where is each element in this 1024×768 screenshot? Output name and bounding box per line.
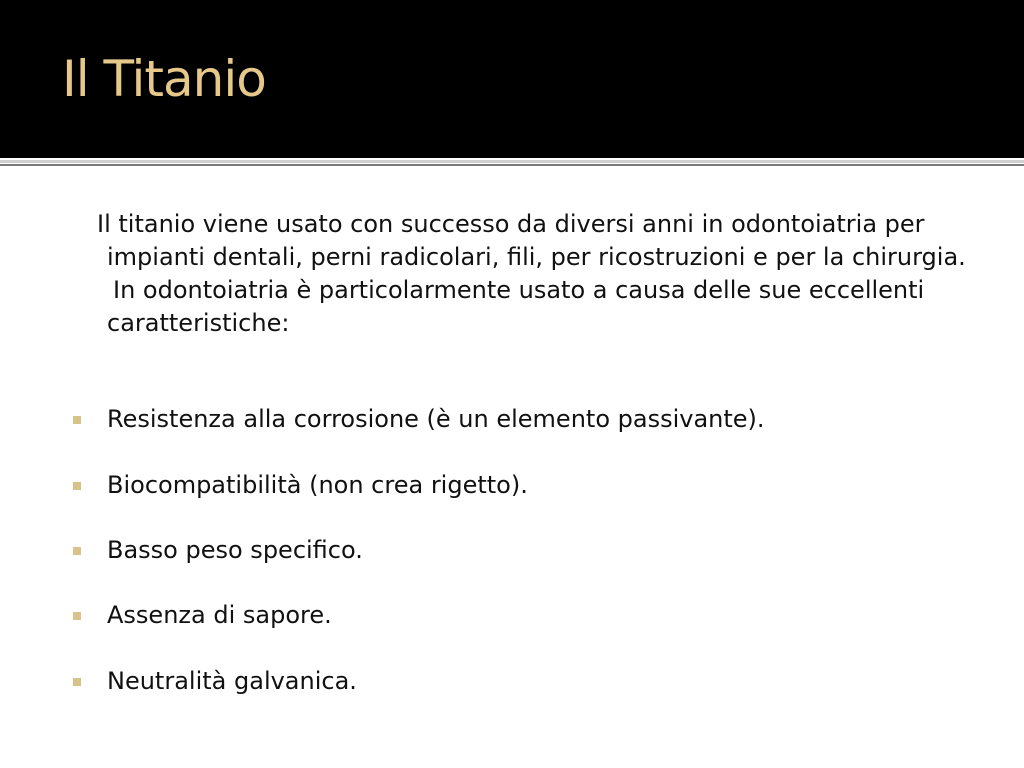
square-bullet-icon: [73, 547, 81, 555]
intro-text: [97, 208, 987, 340]
bullet-item: [107, 665, 357, 698]
square-bullet-icon: [73, 482, 81, 490]
square-bullet-icon: [73, 416, 81, 424]
intro-paragraph-2: In odontoiatria è particolarmente usato a causa delle sue eccellenti caratteristiche:: [107, 276, 925, 337]
bullet-text: Assenza di sapore.: [107, 601, 332, 629]
intro-paragraph-1: Il titanio viene usato con successo da diversi anni in odontoiatria per impianti dentali, perni radicolari, fili, per ricostruzioni e per la chirurgia.: [97, 210, 966, 271]
square-bullet-icon: [73, 678, 81, 686]
bullet-item: [107, 599, 332, 632]
slide-title: Il Titanio: [62, 50, 266, 108]
bullet-text: Neutralità galvanica.: [107, 667, 357, 695]
bullet-text: Biocompatibilità (non crea rigetto).: [107, 471, 528, 499]
bullet-item: [107, 469, 528, 502]
bullet-text: Basso peso specifico.: [107, 536, 363, 564]
bullet-item: [107, 534, 363, 567]
bullet-text: Resistenza alla corrosione (è un elemento passivante).: [107, 405, 765, 433]
square-bullet-icon: [73, 612, 81, 620]
bullet-item: [107, 403, 765, 436]
